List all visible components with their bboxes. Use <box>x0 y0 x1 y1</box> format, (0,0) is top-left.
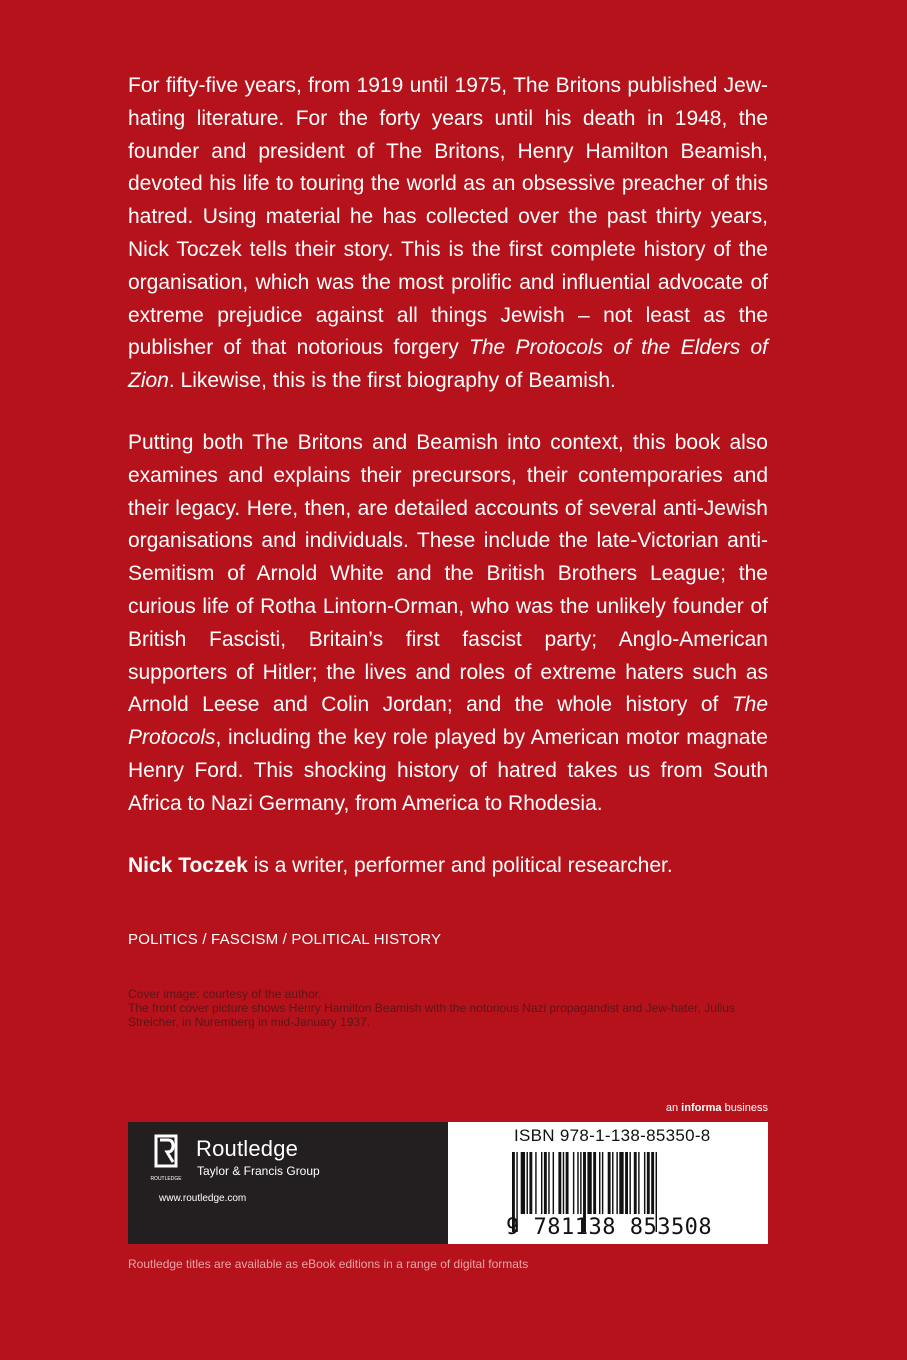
author-bio <box>128 850 768 882</box>
barcode-bar <box>647 1152 650 1214</box>
publisher-group: Taylor & Francis Group <box>197 1164 320 1178</box>
informa-brand: informa <box>681 1102 722 1114</box>
barcode-bar <box>587 1152 591 1214</box>
barcode-bar <box>521 1152 525 1214</box>
barcode-bar <box>558 1152 561 1214</box>
subject-categories: POLITICS / FASCISM / POLITICAL HISTORY <box>128 931 442 948</box>
author-bio-text: is a writer, performer and political researcher. <box>247 853 673 877</box>
cover-credit-line: Cover image: courtesy of the author. <box>128 987 322 1001</box>
blurb-paragraph-1 <box>128 70 768 398</box>
barcode-bar <box>634 1152 637 1214</box>
barcode-bar <box>548 1152 549 1214</box>
barcode-bar <box>616 1152 617 1214</box>
barcode-bar <box>593 1152 596 1214</box>
informa-tagline <box>666 1102 768 1114</box>
barcode-bar <box>535 1152 536 1214</box>
barcode-bar <box>629 1152 630 1214</box>
publisher-website: www.routledge.com <box>159 1193 247 1204</box>
routledge-logo-icon <box>150 1134 182 1182</box>
cover-credits <box>128 987 768 1029</box>
barcode-bar <box>573 1152 574 1214</box>
barcode-bar <box>619 1152 623 1214</box>
book-title-italic: The Protocols of the Elders of Zion <box>128 336 769 393</box>
barcode-bar <box>608 1152 611 1214</box>
barcode-bar <box>580 1152 581 1214</box>
blurb-text: For fifty-five years, from 1919 until 1975, The Britons published Jew-hating literature. For the forty years until his death in 1948, the founder and president of The Britons, Henry Hamilton Beamish, devoted his life to touring the world as an obsessive preacher of this hatred. Using material he has collected over the past thirty years, Nick Toczek tells their story. This is the first complete history of the organisation, which was the most prolific and influential advocate of extreme prejudice against all things Jewish – not least as the publisher of that notorious forgery <box>128 74 768 360</box>
barcode-bar <box>644 1152 645 1214</box>
barcode-bar <box>527 1152 528 1214</box>
barcode-bar <box>544 1152 547 1214</box>
barcode-bar <box>577 1152 578 1214</box>
back-cover-blurb <box>128 70 768 882</box>
blurb-text: . Likewise, this is the first biography of Beamish. <box>168 369 616 393</box>
barcode-bar <box>566 1152 569 1214</box>
barcode-bar <box>529 1152 532 1214</box>
book-title-italic: The Protocols <box>128 693 768 750</box>
barcode-bar <box>599 1152 600 1214</box>
ebook-note: Routledge titles are available as eBook editions in a range of digital formats <box>128 1257 529 1271</box>
cover-picture-caption: The front cover picture shows Henry Hamilton Beamish with the notorious Nazi propagandist and Jew-hater, Julius Streicher, in Nuremberg in mid-January 1937. <box>128 1001 735 1029</box>
barcode-bar <box>638 1152 639 1214</box>
barcode-digits: 9 781138 853508 <box>506 1215 713 1240</box>
logo-mark-text: ROUTLEDGE <box>150 1176 182 1182</box>
barcode-panel <box>448 1122 768 1244</box>
blurb-text: , including the key role played by American motor magnate Henry Ford. This shocking history of hatred takes us from South Africa to Nazi Germany, from America to Rhodesia. <box>128 726 768 815</box>
isbn-label: ISBN 978-1-138-85350-8 <box>514 1126 711 1145</box>
publisher-name: Routledge <box>196 1136 299 1161</box>
informa-suffix: business <box>721 1102 768 1114</box>
informa-prefix: an <box>665 1102 682 1114</box>
publisher-panel <box>128 1122 448 1244</box>
barcode-bar <box>553 1152 554 1214</box>
barcode-bar <box>625 1152 628 1214</box>
barcode-bar <box>612 1152 613 1214</box>
blurb-paragraph-2 <box>128 427 768 821</box>
barcode-bar <box>563 1152 564 1214</box>
author-name: Nick Toczek <box>128 853 248 877</box>
barcode-bar <box>651 1152 654 1214</box>
barcode-bar <box>602 1152 603 1214</box>
blurb-text: Putting both The Britons and Beamish into context, this book also examines and explains their precursors, their contemporaries and their legacy. Here, then, are detailed accounts of several anti-Jewish organisations and individuals. These include the late-Victorian anti-Semitism of Arnold White and the British Brothers League; the curious life of Rotha Lintorn-Orman, who was the unlikely founder of British Fascisti, Britain’s first fascist party; Anglo-American supporters of Hitler; the lives and roles of extreme haters such as Arnold Leese and Colin Jordan; and the whole history of <box>128 430 768 717</box>
barcode-bar <box>541 1152 542 1214</box>
